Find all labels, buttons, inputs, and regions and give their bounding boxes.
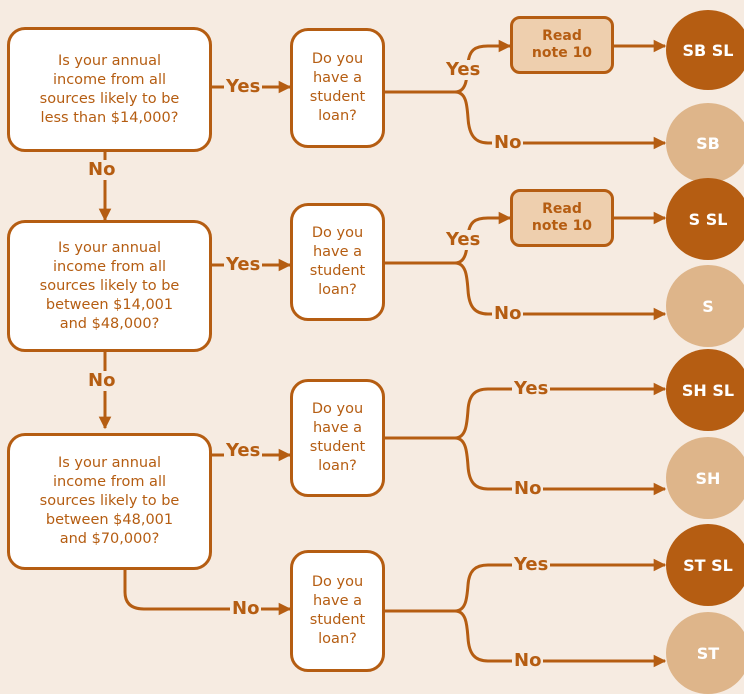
result-sb: SB: [666, 103, 744, 183]
label-yes-q2: Yes: [226, 254, 261, 275]
question-student-loan-4: Do you have a student loan?: [290, 550, 385, 672]
label-yes-loan1: Yes: [446, 59, 481, 80]
result-sb-sl: SB SL: [666, 10, 744, 90]
label-no-q3: No: [232, 598, 260, 619]
label-no-loan3: No: [514, 478, 542, 499]
result-sh: SH: [666, 437, 744, 519]
result-st: ST: [666, 612, 744, 694]
label-yes-loan4: Yes: [514, 554, 549, 575]
question-income-under-14000: Is your annual income from all sources likely to be less than $14,000?: [7, 27, 212, 152]
question-income-14001-48000: Is your annual income from all sources likely to be between $14,001 and $48,000?: [7, 220, 212, 352]
label-no-q1: No: [88, 159, 116, 180]
label-no-q2: No: [88, 370, 116, 391]
label-yes-q3: Yes: [226, 440, 261, 461]
connector-loan2-no: [455, 263, 665, 314]
label-yes-loan3: Yes: [514, 378, 549, 399]
connector-loan4-no: [455, 611, 665, 661]
result-s: S: [666, 265, 744, 347]
label-yes-loan2: Yes: [446, 229, 481, 250]
question-income-48001-70000: Is your annual income from all sources likely to be between $48,001 and $70,000?: [7, 433, 212, 570]
result-st-sl: ST SL: [666, 524, 744, 606]
read-note-10-box-2: Read note 10: [510, 189, 614, 247]
question-student-loan-1: Do you have a student loan?: [290, 28, 385, 148]
result-s-sl: S SL: [666, 178, 744, 260]
question-student-loan-3: Do you have a student loan?: [290, 379, 385, 497]
label-no-loan4: No: [514, 650, 542, 671]
label-no-loan2: No: [494, 303, 522, 324]
read-note-10-box-1: Read note 10: [510, 16, 614, 74]
question-student-loan-2: Do you have a student loan?: [290, 203, 385, 321]
label-yes-q1: Yes: [226, 76, 261, 97]
connector-loan3-no: [455, 438, 665, 489]
label-no-loan1: No: [494, 132, 522, 153]
connector-loan1-no: [455, 92, 665, 143]
result-sh-sl: SH SL: [666, 349, 744, 431]
connector-q3-no: [125, 568, 290, 609]
